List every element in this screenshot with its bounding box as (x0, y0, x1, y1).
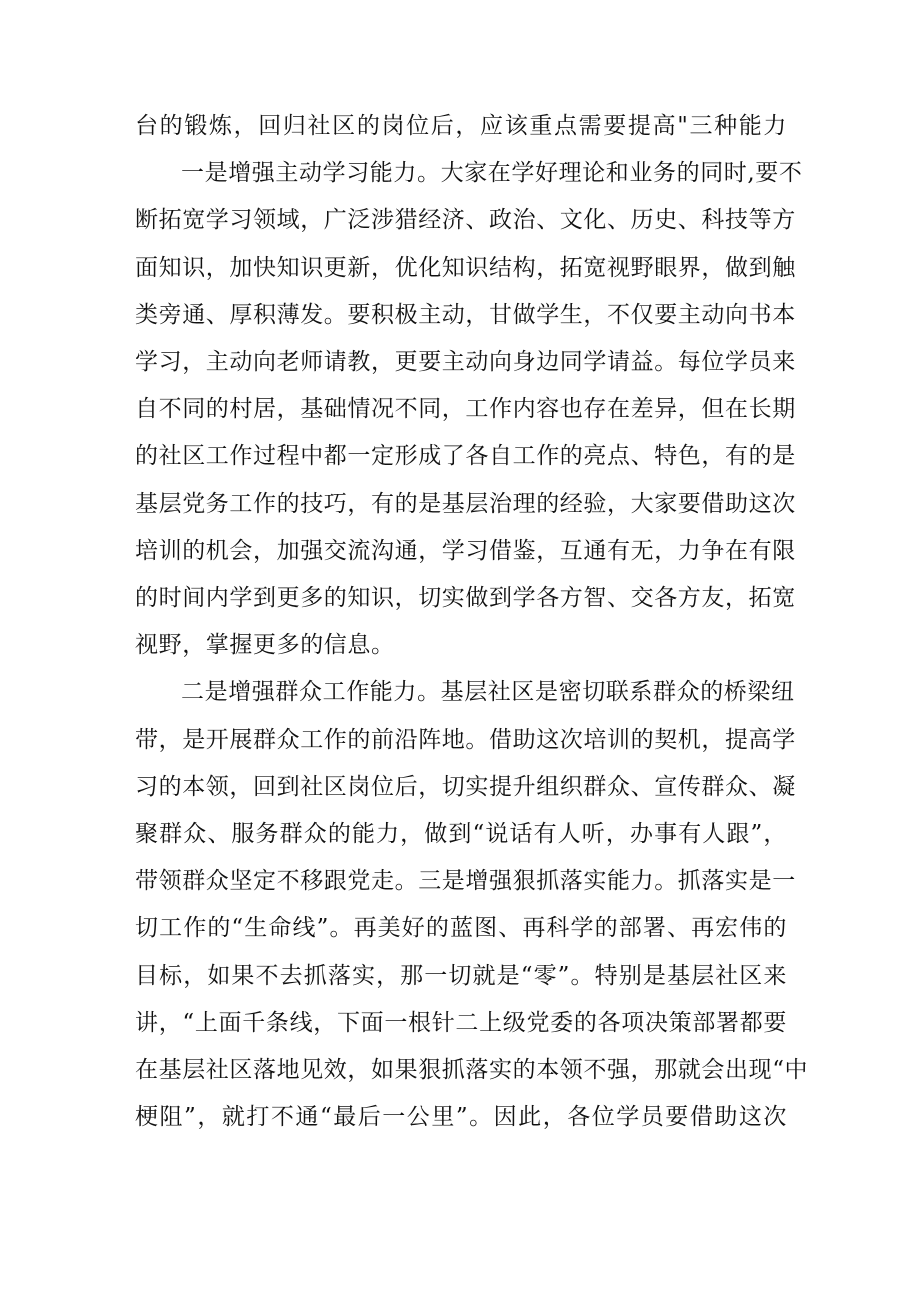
text-line: 带领群众坚定不移跟党走。三是增强狠抓落实能力。抓落实是一 (135, 868, 796, 895)
text-line: 断拓宽学习领域，广泛涉猎经济、政治、文化、历史、科技等方 (135, 207, 796, 234)
text-line: 带，是开展群众工作的前沿阵地。借助这次培训的契机，提高学 (135, 726, 796, 753)
text-line: 目标，如果不去抓落实，那一切就是“零”。特别是基层社区来 (135, 962, 787, 989)
text-line: 的社区工作过程中都一定形成了各自工作的亮点、特色，有的是 (135, 443, 796, 470)
text-line: 自不同的村居，基础情况不同，工作内容也存在差异，但在长期 (135, 396, 796, 423)
text-line: 类旁通、厚积薄发。要积极主动，甘做学生，不仅要主动向书本 (135, 301, 796, 328)
text-line: 面知识，加快知识更新，优化知识结构，拓宽视野眼界，做到触 (135, 254, 796, 281)
text-line: 的时间内学到更多的知识，切实做到学各方智、交各方友，拓宽 (135, 585, 796, 612)
text-line: 讲，“上面千条线，下面一根针二上级党委的各项决策部署都要 (135, 1009, 787, 1036)
text-line: 聚群众、服务群众的能力，做到“说话有人听，办事有人跟”， (135, 821, 787, 848)
text-line: 在基层社区落地见效，如果狠抓落实的本领不强，那就会出现“中 (135, 1057, 809, 1084)
text-line: 基层党务工作的技巧，有的是基层治理的经验，大家要借助这次 (135, 490, 796, 517)
paragraph-learning-ability (135, 150, 803, 669)
text-line: 培训的机会，加强交流沟通，学习借鉴，互通有无，力争在有限 (135, 537, 796, 564)
text-line: 一是增强主动学习能力。大家在学好理论和业务的同时,要不 (181, 160, 803, 187)
paragraph-mass-work-ability (135, 669, 809, 1141)
text-line: 学习，主动向老师请教，更要主动向身边同学请益。每位学员来 (135, 349, 796, 376)
body-text (135, 103, 809, 1141)
text-line: 切工作的“生命线”。再美好的蓝图、再科学的部署、再宏伟的 (135, 915, 787, 942)
text-line: 台的锻炼，回归社区的岗位后，应该重点需要提高"三种能力 (135, 113, 787, 139)
text-line: 习的本领，回到社区岗位后，切实提升组织群众、宣传群众、凝 (135, 773, 796, 800)
text-line: 二是增强群众工作能力。基层社区是密切联系群众的桥梁纽 (181, 679, 795, 706)
text-line: 梗阻”，就打不通“最后一公里”。因此，各位学员要借助这次 (135, 1104, 787, 1131)
text-line: 视野，掌握更多的信息。 (135, 632, 395, 659)
paragraph-continuation (135, 103, 787, 150)
